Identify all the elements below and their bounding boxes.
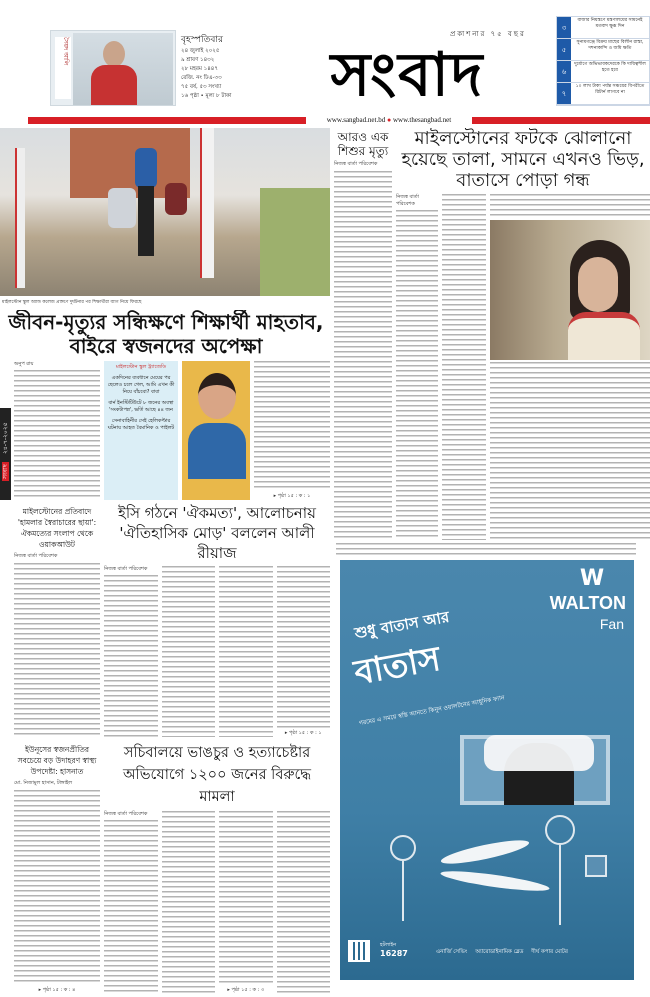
ad-slogan-2: বাতাস — [351, 638, 444, 694]
side-date-band — [0, 408, 11, 500]
milestone-byline: নিজস্ব বার্তা পরিবেশক — [396, 194, 419, 207]
milestone-photo — [490, 220, 650, 360]
mahtab-byline: অনুপ রায় — [14, 361, 34, 367]
mahtab-story — [2, 310, 330, 500]
url-sangbad[interactable]: www.sangbad.net.bd — [326, 116, 386, 124]
masthead-red-bar-right — [472, 117, 650, 124]
feature-copper-motor: দীর্ঘ কপার মোটর — [531, 949, 568, 955]
secretariat-body-col2 — [162, 811, 216, 994]
registration: রেজি. নং ঢিএ-৩৩ — [181, 75, 222, 81]
secretariat-body-col1 — [104, 820, 158, 994]
index-box — [556, 16, 650, 106]
portrait-box — [50, 30, 176, 106]
quote-item: একদিনের ব্যবধানে মেয়ের পর ছেলেও চলে গেল, আমি এখন কী নিয়ে বাঁচবো? বাবা — [107, 375, 175, 395]
date-gregorian: ২৪ জুলাই ২০২৫ — [181, 48, 220, 54]
ec-body-col1 — [104, 575, 158, 737]
hasnat-continued[interactable]: ▸ পৃষ্ঠা ১৫ : ক : ৪ — [38, 987, 76, 993]
ec-headline[interactable]: ইসি গঠনে 'ঐকমত্য', আলোচনায় 'ঐতিহাসিক মোড়' বললেন আলী রীয়াজ — [118, 504, 316, 562]
walton-product: Fan — [599, 616, 624, 632]
milestone-body-top — [490, 194, 650, 218]
hotline-block — [380, 942, 408, 959]
mahtab-body-col4 — [254, 361, 330, 491]
ad-subline: গরমের এ সময়ে স্বস্তি আনতে কিনুন ওয়ালটনের আধুনিক ফ্যান — [358, 694, 506, 727]
index-item[interactable] — [557, 61, 649, 83]
hotline-label: হটলাইন — [380, 942, 397, 948]
ec-body-col2 — [162, 566, 216, 737]
walkout-headline[interactable]: মাইলস্টোনের প্রতিবাদে 'হামলার স্বৈরাচারের ছায়া': ঐকমত্যের সংলাপ থেকে ওয়াকআউট — [17, 507, 97, 549]
portrait-photo — [73, 33, 173, 105]
walton-fan-ad[interactable] — [340, 560, 634, 980]
secretariat-body-col3 — [219, 811, 273, 985]
side-date: ২৪-৭-২০২৫ — [2, 422, 9, 455]
lead-photo-caption: মাইলস্টোন স্কুল অ্যান্ড কলেজ প্রাঙ্গণে দুর্ঘটনার পর শিক্ষার্থীরা ব্যাগ নিয়ে ফিরছে — [2, 300, 142, 305]
hotline-number: 16287 — [380, 949, 408, 958]
ad-slogan-1: শুধু বাতাস আর — [353, 607, 451, 643]
masthead-red-bar-left — [28, 117, 306, 124]
ec-body-col4 — [277, 566, 331, 728]
quote-label: মাইলস্টোন স্কুল ট্র্যাজেডি — [115, 364, 167, 370]
ad-window-illustration — [460, 735, 610, 805]
newspaper-logo: সংবাদ — [330, 40, 485, 110]
index-item-text: ১০ লাখ টাকা পর্যন্ত সঞ্চয়ের বিপরীতে রিটার্ন লাগবে না — [575, 84, 645, 95]
walkout-body — [14, 563, 100, 738]
mahtab-body-col1 — [14, 370, 100, 500]
mahtab-continued[interactable]: ▸ পৃষ্ঠা ১৫ : ক : ১ — [273, 493, 311, 499]
index-page-number: ৭ — [557, 83, 571, 104]
feature-energy-saving: এনার্জি সেভিং — [436, 949, 468, 955]
hasnat-headline[interactable]: ইউনূসের স্বজনপ্রীতির সবচেয়ে বড় উদাহরণ স্বাস্থ্য উপদেষ্টা: হাসনাত — [17, 745, 97, 776]
mahtab-quote-box — [104, 361, 178, 500]
lead-photo — [0, 128, 330, 296]
milestone-story — [396, 128, 650, 540]
side-brand: সংবাদ — [2, 464, 9, 480]
ec-continued[interactable]: ▸ পৃষ্ঠা ১৫ : ক : ১ — [284, 730, 322, 736]
milestone-body-col1 — [396, 210, 438, 540]
walton-logo-icon: W — [579, 566, 605, 591]
volume: ৭৫ বর্ষ, ৫৩ সংখ্যা — [181, 84, 222, 90]
hasnat-story — [14, 744, 100, 994]
hasnat-body — [14, 790, 100, 984]
milestone-body-bottom — [490, 362, 650, 540]
walkout-byline: নিজস্ব বার্তা পরিবেশক — [14, 553, 58, 559]
index-item[interactable] — [557, 17, 649, 39]
portrait-signature: সৈয়দ আলি — [55, 37, 71, 99]
url-thesangbad[interactable]: www.thesangbad.net — [392, 116, 452, 124]
ec-story — [104, 503, 330, 737]
secretariat-body-col4 — [277, 811, 331, 994]
ad-features — [436, 948, 630, 956]
ec-byline: নিজস্ব বার্তা পরিবেশক — [104, 566, 148, 572]
index-page-number: ৫ — [557, 39, 571, 60]
index-item[interactable] — [557, 39, 649, 61]
child-death-headline[interactable]: আরও এক শিশুর মৃত্যু — [337, 130, 389, 158]
milestone-headline[interactable]: মাইলস্টোনের ফটকে ঝোলানো হয়েছে তালা, সামনে এখনও ভিড়, বাতাসে পোড়া গন্ধ — [401, 128, 645, 191]
index-item-text: দুর্যোগে অভিভাবকদেরকে কি দায়িত্বশীল হতে হবে — [574, 62, 646, 73]
index-page-number: ৩ — [557, 17, 571, 38]
index-item[interactable] — [557, 83, 649, 105]
date-hijri: ২৮ মহরম ১৪৪৭ — [181, 66, 218, 72]
ad-fans-illustration — [380, 815, 610, 930]
ec-body-col3 — [219, 566, 273, 737]
index-page-number: ৬ — [557, 61, 571, 82]
child-death-body — [334, 171, 392, 540]
secretariat-story — [104, 742, 330, 994]
day: বৃহস্পতিবার — [181, 35, 223, 45]
walton-brand: WALTON — [549, 593, 626, 613]
child-death-byline: নিজস্ব বার্তা পরিবেশক — [334, 161, 378, 167]
walkout-story — [14, 506, 100, 738]
feature-aerodynamic-blade: অ্যারোডাইনামিক ব্লেড — [475, 949, 524, 955]
qr-code-icon[interactable] — [348, 940, 370, 962]
right-body-strip — [336, 543, 636, 556]
milestone-body-col2 — [442, 194, 486, 540]
website-urls: www.sangbad.net.bd ● www.thesangbad.net — [326, 116, 452, 124]
tagline: প্রকাশনার ৭৫ বছর — [450, 30, 526, 38]
secretariat-continued[interactable]: ▸ পৃষ্ঠা ১৫ : ক : ৩ — [227, 987, 265, 993]
child-death-story — [334, 130, 392, 540]
issue-info — [181, 34, 261, 101]
price: ১৬ পৃষ্ঠা • মূল্য ৮ টাকা — [181, 93, 232, 99]
mahtab-photo — [182, 361, 250, 500]
mahtab-headline[interactable]: জীবন-মৃত্যুর সন্ধিক্ষণে শিক্ষার্থী মাহতাব, বাইরে স্বজনদের অপেক্ষা — [8, 310, 324, 358]
quote-item: বার্ন ইনস্টিটিউটে ৮ জনের অবস্থা 'সংকটাপন্ন', ভর্তি আছে ৪৪ জন — [108, 400, 174, 413]
secretariat-headline[interactable]: সচিবালয়ে ভাঙচুর ও হত্যাচেষ্টার অভিযোগে ১২০০ জনের বিরুদ্ধে মামলা — [123, 745, 311, 805]
secretariat-byline: নিজস্ব বার্তা পরিবেশক — [104, 811, 148, 817]
hasnat-byline: মো. নিজামুল হাসান, টাঙ্গাইল — [14, 780, 73, 786]
index-item-text: সুনামগঞ্জে বিক্রয় মাছের বিলীন রাস্তা, দশনাকান্দি ও জমি ক্ষতি — [576, 40, 644, 51]
date-bangla: ৯ শ্রাবণ ১৪৩২ — [181, 57, 215, 63]
quote-item: সেনাবাহিনীর সেই হেলিকপ্টার ঘটনায় আহত বৈমানিক ও পাইলট — [107, 418, 175, 431]
index-item-text: বাজার নিয়ন্ত্রণে মন্ত্রণালয়ের সামনেই মতবাদ ক্ষুব্ধ দিন — [577, 18, 643, 29]
